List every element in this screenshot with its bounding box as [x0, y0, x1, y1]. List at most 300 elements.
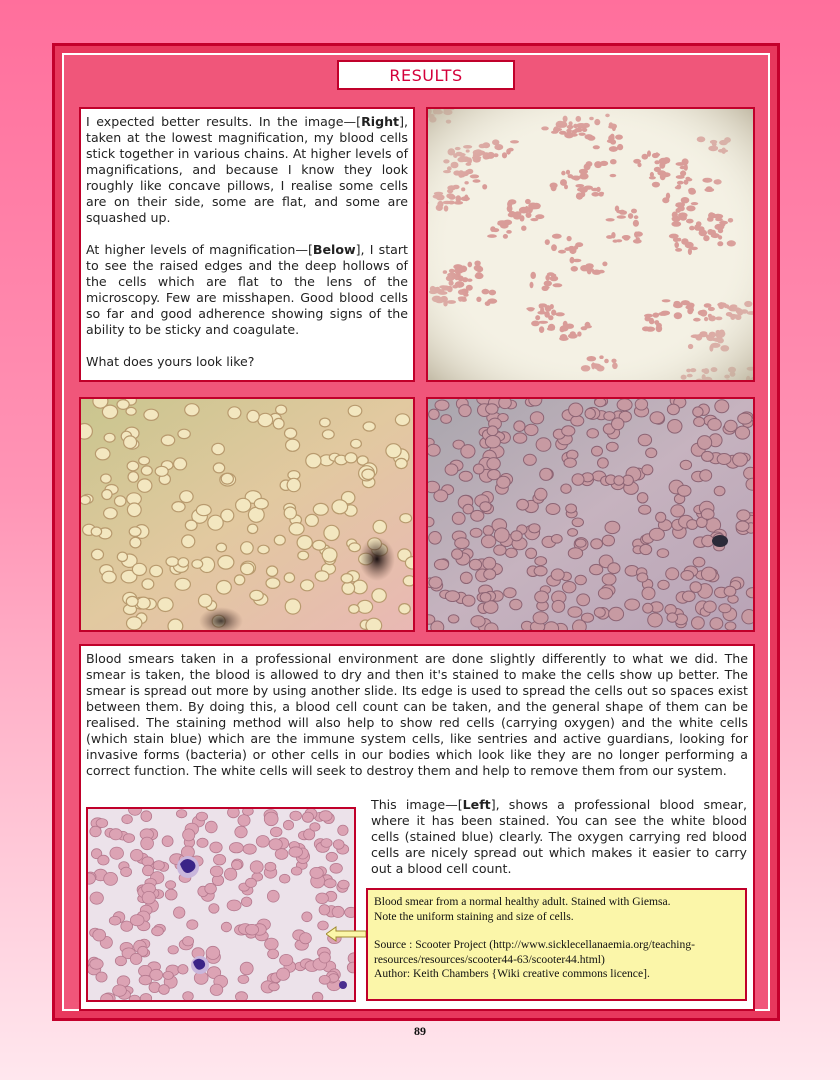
blood-cell	[701, 509, 714, 520]
blood-cell	[104, 433, 115, 442]
blood-cell	[245, 924, 258, 935]
blood-cell	[250, 861, 263, 873]
blood-cell	[197, 838, 208, 847]
blood-cell	[324, 525, 339, 540]
blood-cell	[577, 594, 590, 606]
blood-cell	[324, 879, 336, 888]
blood-cell	[110, 847, 124, 859]
blood-cell	[144, 409, 159, 420]
blood-cell	[286, 439, 300, 451]
blood-cell	[143, 865, 154, 876]
blood-cell	[445, 591, 459, 602]
blood-cell	[562, 426, 575, 436]
blood-cell	[302, 912, 312, 922]
blood-cell	[315, 571, 329, 581]
blood-cell	[285, 428, 297, 438]
blood-cell	[138, 479, 152, 492]
blood-cell	[127, 617, 142, 630]
blood-cell	[117, 552, 127, 561]
blood-cell	[431, 621, 444, 630]
blood-cell	[525, 424, 538, 435]
blood-cell	[485, 436, 500, 448]
micrograph-low-magnification	[426, 107, 755, 382]
blood-cell	[129, 995, 140, 1000]
blood-cell	[681, 571, 694, 581]
blood-cell	[319, 975, 330, 984]
professional-image-description: This image—[Left], shows a professional blood smear, where it has been stained. You can see the white blood cells (stained blue) clearly. The oxygen carrying red blood cells are nicely spread out which makes it easier to carry out a blood cell count.	[371, 797, 747, 876]
blood-cell	[534, 566, 547, 576]
white-blood-cell-2	[191, 956, 209, 974]
blood-cell	[351, 439, 362, 448]
blood-cell	[117, 400, 129, 410]
blood-cell	[448, 615, 459, 623]
blood-cell	[592, 446, 603, 456]
blood-cell	[124, 436, 137, 449]
blood-cell	[178, 965, 188, 975]
blood-cell	[81, 496, 90, 505]
blood-cell	[614, 476, 624, 485]
blood-cell	[130, 915, 144, 926]
blood-cell	[637, 573, 648, 582]
intro-paragraph-2: At higher levels of magnification—[Below], I start to see the raised edges and the deep hollows of the cells which are flat to the lens of the microscopy. Few are misshapen. Good blood cells so far and good adherence showing signs of the ability to be sticky and coagulate.	[86, 242, 408, 337]
blood-cell	[319, 905, 330, 915]
blood-cell	[168, 946, 178, 954]
blood-cell	[625, 599, 640, 610]
blood-cell	[552, 600, 565, 612]
blood-cell	[333, 840, 344, 850]
blood-cell	[91, 527, 101, 536]
blood-cell	[213, 463, 224, 473]
blood-cell	[268, 949, 279, 959]
blood-cell	[694, 417, 705, 426]
blood-cell	[196, 812, 207, 821]
blood-cell	[298, 551, 309, 560]
blood-cell	[445, 464, 458, 475]
blood-cell	[609, 607, 624, 620]
blood-cell	[602, 535, 614, 546]
blood-cell	[235, 826, 247, 838]
blood-cell	[95, 448, 110, 460]
blood-cell	[693, 407, 703, 417]
blood-cell	[658, 580, 669, 589]
blood-cell	[302, 812, 313, 822]
blood-cell	[221, 473, 233, 484]
blood-cell	[284, 573, 294, 583]
blood-cell	[161, 435, 174, 446]
blood-cell	[163, 971, 173, 979]
blood-cell	[514, 421, 525, 432]
blood-cell	[494, 545, 506, 555]
blood-cell	[733, 453, 748, 466]
blood-cell	[228, 407, 241, 419]
blood-cell	[341, 574, 353, 583]
blood-cell	[224, 868, 236, 880]
blood-cell	[187, 920, 198, 930]
blood-cell	[127, 461, 139, 471]
blood-cell	[216, 543, 226, 552]
blood-cell	[481, 535, 495, 548]
blood-cell	[483, 557, 496, 569]
blood-cell	[598, 458, 609, 468]
blood-cell	[459, 471, 472, 481]
blood-cell	[128, 472, 139, 483]
blood-cell	[692, 617, 705, 629]
blood-cell	[129, 527, 141, 537]
blood-cell	[250, 590, 263, 600]
blood-cell	[183, 829, 195, 841]
blood-cell	[218, 556, 234, 570]
blood-cell	[642, 587, 655, 599]
blood-cell	[504, 588, 516, 598]
blood-cell	[459, 405, 471, 417]
blood-cell	[701, 567, 716, 581]
blood-cell	[102, 490, 112, 500]
blood-cell	[428, 444, 440, 456]
blood-cell	[275, 849, 288, 860]
blood-cell	[210, 842, 222, 853]
blood-cell	[321, 839, 332, 848]
blood-cell	[313, 540, 326, 550]
blood-cell	[232, 860, 242, 869]
blood-cell	[568, 529, 578, 537]
blood-cell	[461, 445, 475, 458]
blood-cell	[657, 549, 669, 558]
blood-cell	[363, 422, 375, 431]
blood-cell	[142, 891, 155, 904]
blood-cell	[484, 569, 496, 579]
white-blood-cell-1	[177, 856, 199, 878]
blood-cell	[546, 504, 560, 515]
blood-cell	[573, 620, 587, 630]
caption-author: Author: Keith Chambers {Wiki creative commons licence].	[374, 967, 650, 981]
blood-cell	[205, 821, 217, 833]
blood-cell	[642, 465, 653, 475]
blood-cell	[637, 493, 648, 503]
blood-cell	[687, 520, 698, 530]
blood-cell	[366, 618, 382, 630]
page-title	[337, 60, 515, 90]
blood-cell	[533, 612, 548, 624]
blood-cell	[273, 418, 284, 429]
blood-cell	[517, 499, 529, 510]
blood-cell	[595, 399, 606, 407]
blood-cell	[185, 404, 199, 416]
blood-cell	[130, 537, 141, 548]
stained-smear-svg	[88, 809, 354, 1000]
blood-cell	[678, 485, 691, 496]
blood-cell	[217, 581, 232, 595]
blood-cell	[212, 443, 225, 454]
blood-cell	[635, 399, 647, 410]
blood-cell	[301, 580, 314, 591]
blood-cell	[152, 927, 164, 936]
blood-cell	[176, 810, 186, 818]
blood-cell	[575, 575, 586, 585]
blood-cell	[646, 448, 657, 458]
blood-cell	[639, 505, 651, 514]
blood-cell	[529, 524, 540, 533]
blood-cell	[435, 400, 449, 410]
blood-cell	[319, 811, 332, 821]
blood-cell	[738, 413, 752, 424]
blood-cell	[666, 568, 679, 580]
blood-cell	[326, 852, 337, 861]
blood-cell	[289, 523, 304, 535]
blood-cell	[349, 605, 359, 614]
blood-cell	[724, 586, 736, 596]
blood-cell	[310, 867, 323, 878]
blood-cell	[183, 937, 194, 946]
blood-cell	[608, 563, 620, 574]
blood-cell	[602, 574, 616, 585]
blood-cell	[256, 836, 269, 848]
blood-cell	[373, 520, 386, 533]
blood-cell	[510, 599, 522, 610]
blood-cell	[264, 812, 278, 826]
blood-cell	[736, 521, 749, 531]
blood-cell	[165, 889, 177, 900]
blood-cell	[182, 535, 195, 548]
blood-cell	[310, 823, 320, 831]
blood-cell	[656, 512, 666, 522]
blood-cell	[280, 954, 293, 965]
blood-cell	[104, 872, 118, 885]
micrograph-low-image	[428, 109, 753, 380]
blood-cell	[238, 815, 250, 827]
blood-cell	[142, 857, 154, 866]
blood-cell	[159, 985, 170, 995]
blood-cell	[698, 436, 712, 450]
blood-cell	[441, 415, 452, 424]
blood-cell	[551, 569, 564, 580]
professional-paragraph: Blood smears taken in a professional environment are done slightly differently to what we did. The smear is taken, the blood is allowed to dry and then it's stained to make the cells show up better. The smear is spread out more by using another slide. Its edge is used to spread the cells out so spaces exist between them. By doing this, a blood cell count can be taken, and the general shape of them can be realised. The staining method will also help to show red cells (carrying oxygen) and the white cells (which stain blue) which are the immune system cells, like sentries and active guardians, looking for invasive forms (bacteria) or other cells in our bodies which look like they are no longer performing a correct function. The white cells will seek to destroy them and help to remove them from our system.	[86, 651, 748, 778]
blood-cell	[513, 433, 526, 443]
blood-cell	[511, 531, 522, 541]
blood-cell	[109, 916, 120, 925]
blood-cell	[575, 539, 586, 547]
blood-cell	[690, 582, 701, 593]
blood-cell	[572, 474, 584, 486]
blood-cell	[121, 867, 132, 876]
blood-cell	[206, 946, 220, 959]
blood-cell	[283, 820, 293, 830]
blood-cell	[330, 863, 342, 873]
blood-cell	[276, 405, 287, 414]
blood-cell	[429, 577, 442, 589]
blood-cell	[345, 907, 354, 917]
blood-cell	[717, 454, 731, 465]
blood-cell	[338, 880, 349, 889]
blood-cell	[130, 953, 142, 964]
blood-cell	[487, 458, 500, 470]
blood-cell	[210, 866, 223, 877]
blood-cell	[693, 557, 705, 567]
blood-cell	[139, 457, 150, 465]
blood-cell	[229, 843, 243, 853]
blood-cell	[174, 907, 185, 918]
blood-cell	[122, 815, 133, 824]
blood-cell	[494, 528, 509, 542]
blood-cell	[158, 598, 173, 612]
blood-cell	[137, 597, 150, 609]
blood-cell	[403, 576, 413, 586]
blood-cell	[480, 593, 491, 603]
blood-cell	[568, 548, 582, 559]
blood-cell	[258, 413, 273, 426]
blood-cell	[185, 520, 197, 530]
blood-cell	[572, 518, 583, 527]
blood-cell	[429, 409, 440, 419]
blood-cell	[305, 514, 318, 526]
blood-cell	[183, 992, 194, 1000]
blood-cell	[650, 412, 664, 424]
caption-pointer-arrow	[326, 926, 368, 942]
micrograph-mid-right	[426, 397, 755, 632]
blood-cell	[725, 622, 736, 630]
blood-cell	[274, 535, 285, 545]
blood-cell	[719, 604, 731, 613]
blood-cell	[725, 420, 738, 431]
blood-cell	[235, 992, 247, 1000]
blood-cell	[372, 589, 386, 603]
blood-cell	[638, 434, 651, 446]
blood-cell	[480, 502, 491, 512]
stained-blood-smear-image	[86, 807, 356, 1002]
blood-cell	[98, 855, 109, 865]
blood-cell	[142, 579, 154, 590]
blood-cell	[671, 505, 685, 517]
micrograph-mid-left	[79, 397, 415, 632]
image-caption-box	[366, 888, 747, 1001]
blood-cell	[150, 565, 163, 576]
blood-cell	[561, 484, 571, 493]
blood-cell	[320, 418, 331, 427]
blood-cell	[131, 849, 143, 861]
blood-cell	[612, 418, 624, 430]
blood-cell	[530, 412, 543, 424]
blood-cell	[316, 893, 329, 904]
blood-cell	[345, 453, 357, 463]
caption-line-2: Note the uniform staining and size of cells.	[374, 909, 574, 923]
blood-cell	[606, 442, 618, 451]
blood-cell	[284, 507, 296, 519]
blood-cell	[240, 962, 253, 975]
blood-cell	[81, 424, 92, 440]
blood-cell	[312, 992, 323, 1000]
blood-cell	[488, 470, 501, 480]
blood-cell	[536, 438, 551, 452]
blood-cell	[744, 467, 753, 479]
blood-cell	[710, 618, 723, 630]
blood-cell	[704, 601, 717, 612]
blood-cell	[535, 557, 547, 566]
blood-cell	[102, 571, 116, 583]
blood-cell	[246, 878, 257, 887]
blood-cell	[471, 616, 485, 627]
blood-cell	[348, 405, 362, 416]
blood-cell	[742, 610, 753, 624]
blood-cell	[180, 491, 193, 503]
blood-cell	[247, 410, 259, 422]
blood-cell	[395, 414, 409, 426]
blood-cell	[265, 862, 276, 871]
blood-cell	[199, 594, 212, 607]
blood-cell	[585, 408, 595, 418]
blood-cell	[598, 588, 612, 599]
blood-cell	[540, 468, 553, 480]
blood-cell	[473, 464, 484, 474]
blood-cell	[254, 498, 268, 509]
blood-cell	[192, 560, 203, 569]
blood-cell	[210, 984, 223, 995]
blood-cell	[322, 548, 337, 562]
blood-cell	[487, 426, 498, 436]
blood-cell	[269, 839, 282, 850]
intro-text-panel	[79, 107, 415, 382]
blood-cell	[551, 535, 562, 544]
blood-cell	[248, 524, 258, 533]
blood-cell	[526, 548, 537, 558]
blood-cell	[499, 399, 512, 409]
blood-cell	[175, 578, 190, 590]
blood-cell	[285, 599, 300, 614]
blood-cell	[265, 938, 279, 950]
blood-cell	[683, 591, 696, 602]
blood-cell	[460, 572, 472, 583]
blood-cell	[178, 558, 189, 567]
blood-cell	[209, 904, 219, 914]
blood-cell	[172, 502, 185, 512]
blood-cell	[313, 503, 328, 515]
blood-cell	[306, 454, 321, 468]
blood-cell	[132, 563, 146, 575]
blood-cell	[243, 809, 254, 815]
caption-line-1: Blood smear from a normal healthy adult. Stained with Giemsa.	[374, 895, 671, 908]
blood-cell	[700, 470, 712, 481]
blood-cell	[471, 510, 484, 521]
blood-cell	[153, 861, 164, 870]
blood-cell	[643, 603, 653, 613]
blood-cell	[168, 619, 183, 630]
blood-cell	[241, 542, 254, 554]
blood-cell	[267, 890, 279, 902]
blood-cell	[241, 897, 251, 907]
blood-cell	[141, 466, 152, 475]
blood-cell	[668, 420, 682, 434]
blood-cell	[680, 460, 691, 469]
blood-cell	[270, 827, 282, 837]
blood-cell	[587, 429, 599, 438]
blood-cell	[737, 510, 750, 521]
blood-cell	[648, 613, 663, 627]
blood-cell	[140, 994, 151, 1001]
blood-cell	[338, 825, 348, 835]
blood-cell	[102, 405, 117, 418]
blood-cell	[150, 969, 163, 980]
blood-cell	[506, 548, 518, 557]
blood-cell	[483, 601, 498, 614]
blood-cell	[291, 867, 302, 875]
blood-cell	[715, 400, 729, 413]
blood-cell	[524, 454, 537, 465]
blood-cell	[322, 430, 334, 439]
blood-cell	[267, 566, 278, 576]
blood-cell	[564, 458, 576, 467]
blood-cell	[462, 595, 475, 606]
blood-cell	[241, 563, 254, 575]
blood-cell	[735, 426, 749, 439]
blood-cell	[113, 985, 127, 996]
